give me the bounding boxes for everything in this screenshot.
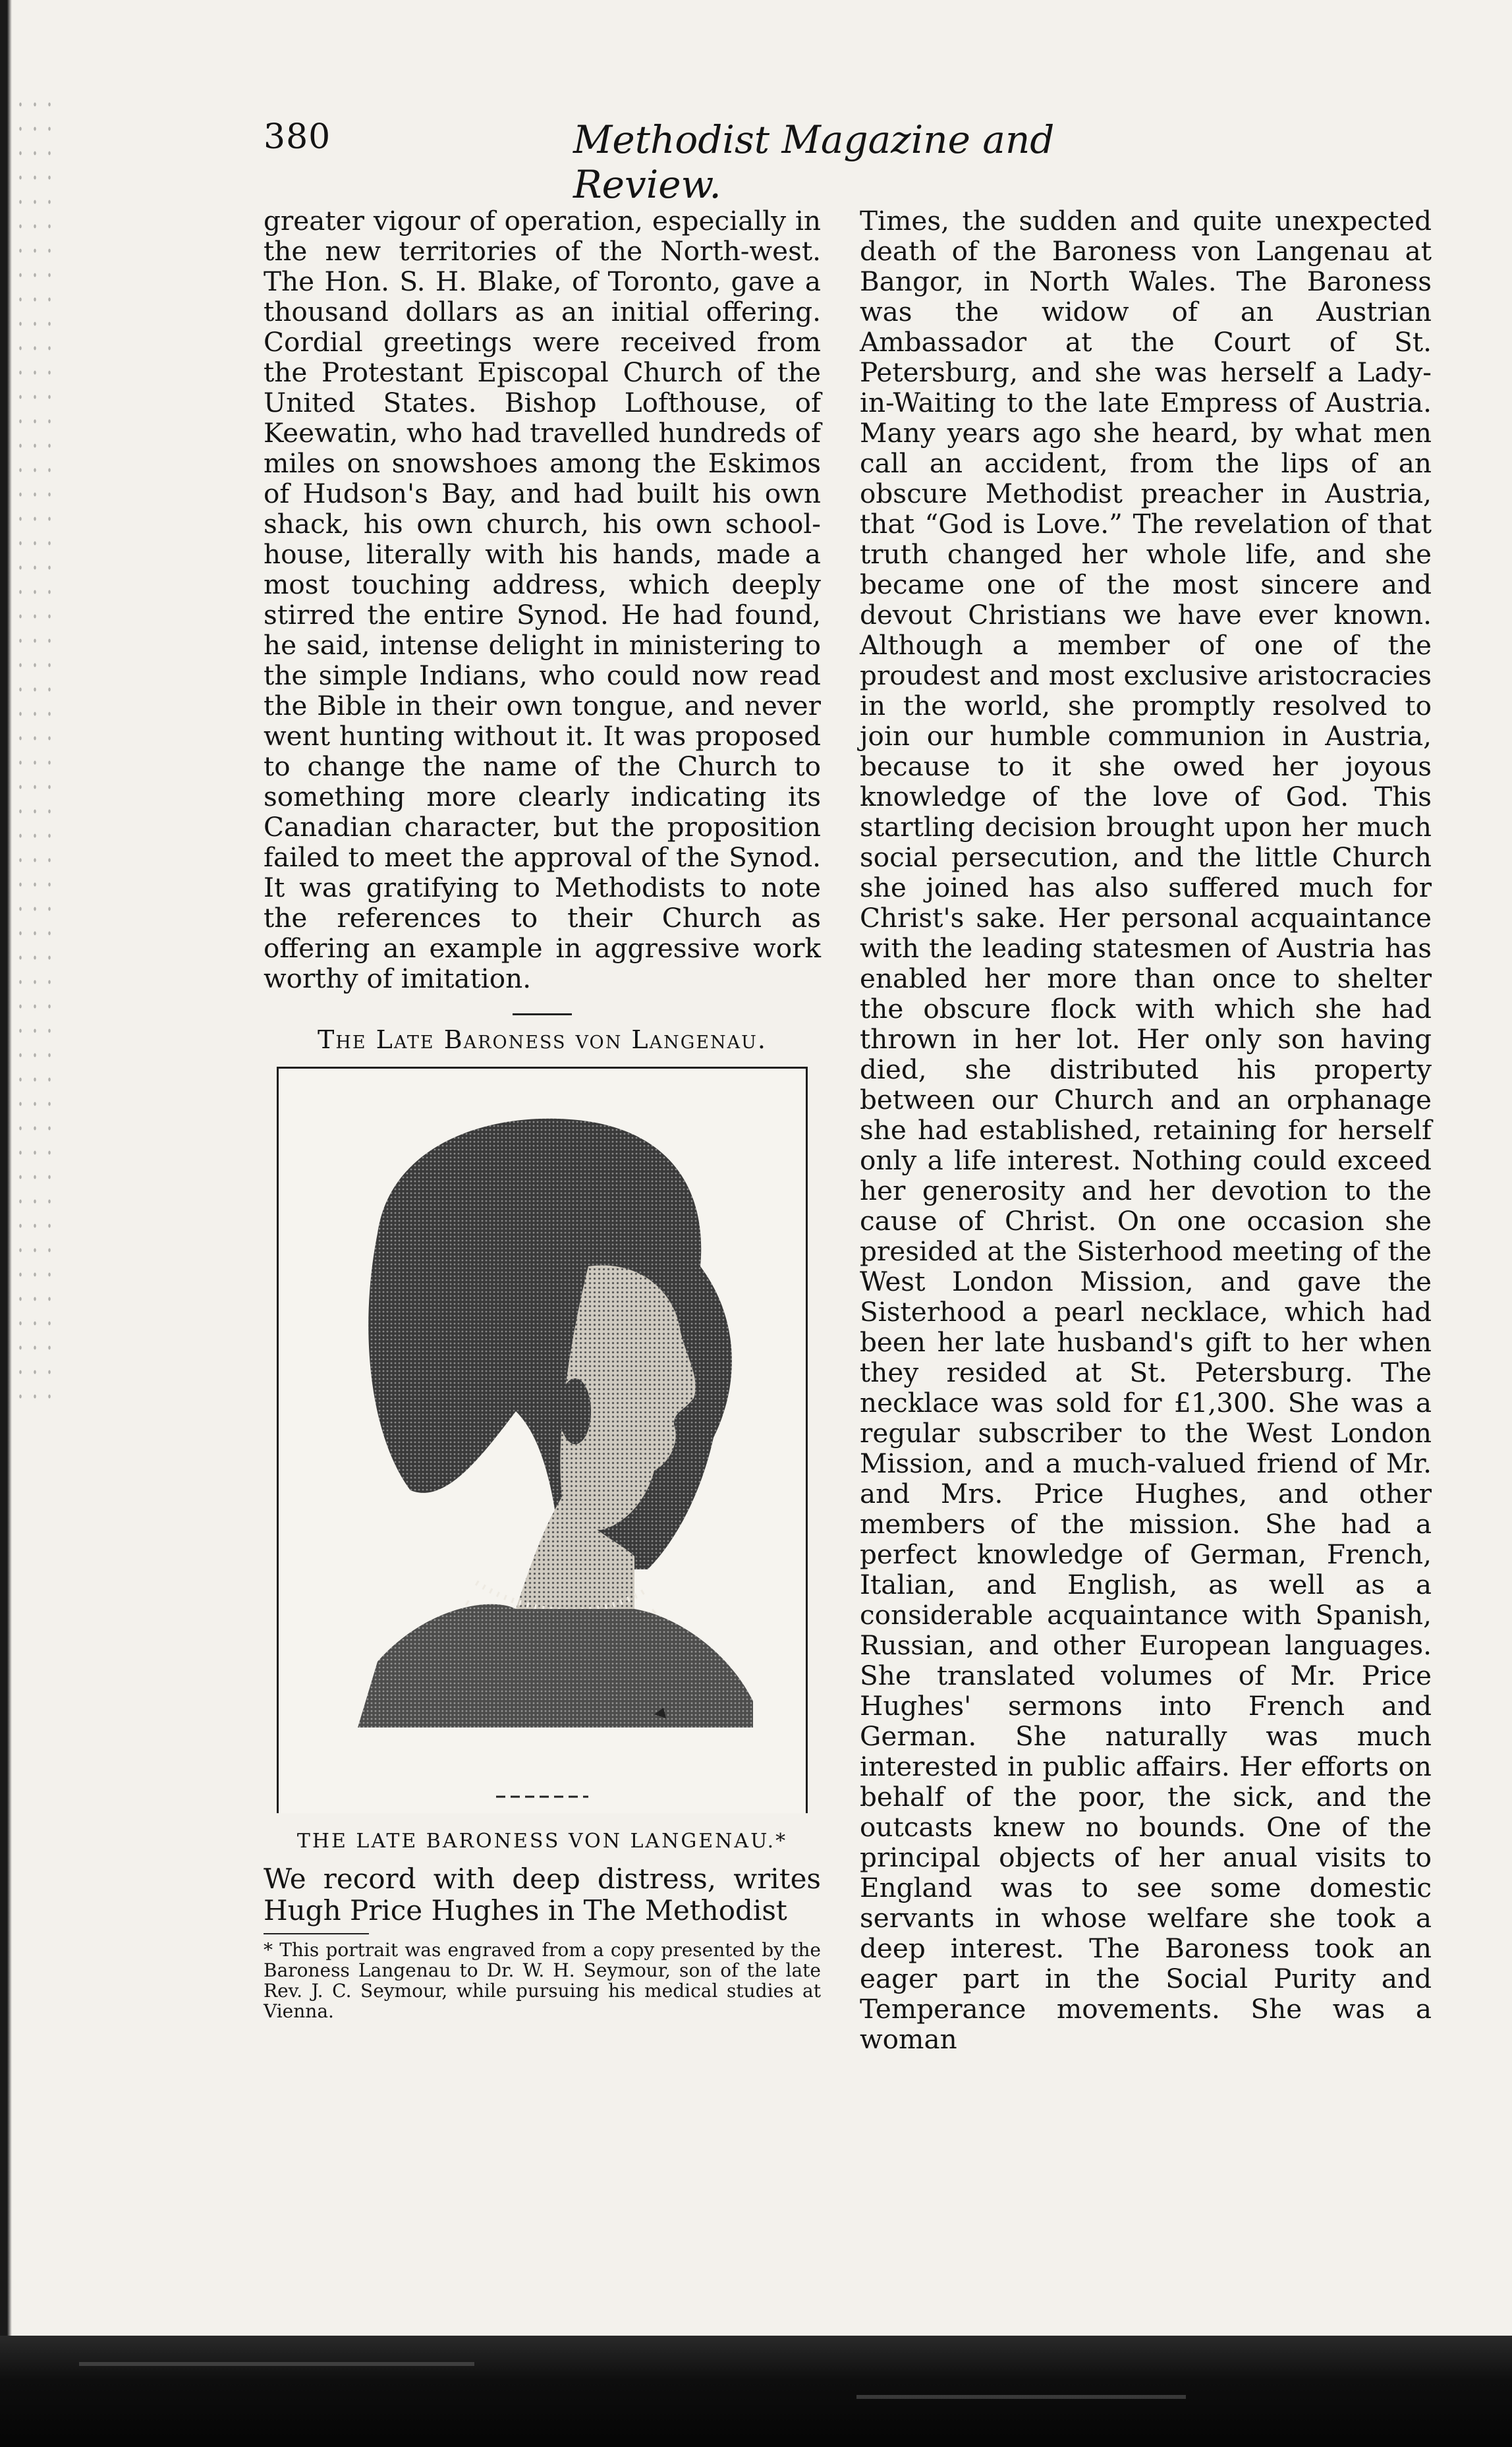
page-header [264, 117, 1133, 207]
section-divider [513, 1013, 572, 1015]
portrait-figure [277, 1067, 808, 1813]
scan-streak [79, 2362, 474, 2366]
left-column [264, 206, 821, 2021]
portrait-engraving [279, 1069, 806, 1813]
page-number: 380 [264, 117, 331, 157]
left-paragraph-1: greater vigour of operation, especially in the new territories of the North-west. The Hon. S. H. Blake, of Toronto, gave a thousand dollars as an initial offering. Cordial greetings were received from the Protestant Episcopal Church of the United States. Bishop Lofthouse, of Keewatin, who had travelled hundreds of miles on snowshoes among the Eskimos of Hudson's Bay, and had built his own shack, his own church, his own school-house, literally with his hands, made a most touching address, which deeply stirred the entire Synod. He had found, he said, intense delight in ministering to the simple Indians, who could now read the Bible in their own tongue, and never went hunting without it. It was proposed to change the name of the Church to something more clearly indicating its Canadian character, but the proposition failed to meet the approval of the Synod. It was gratifying to Methodists to note the references to their Church as offering an example in aggressive work worthy of imitation. [264, 205, 821, 994]
running-title: Methodist Magazine and Review. [573, 117, 1055, 207]
lead-paragraph: We record with deep distress, writes Hugh Price Hughes in The Methodist [264, 1863, 821, 1927]
right-column [860, 206, 1432, 2054]
right-paragraph-1: Times, the sudden and quite unexpected death of the Baroness von Langenau at Bangor, in North Wales. The Baroness was the widow of an Austrian Ambassador at the Court of St. Petersburg, and she was herself a Lady-in-Waiting to the late Empress of Austria. Many years ago she heard, by what men call an accident, from the lips of an obscure Methodist preacher in Austria, that “God is Love.” The revelation of that truth changed her whole life, and she became one of the most sincere and devout Christians we have ever known. Although a member of one of the proudest and most exclusive aristocracies in the world, she promptly resolved to join our humble communion in Austria, because to it she owed her joyous knowledge of the love of God. This startling decision brought upon her much social persecution, and the little Church she joined has also suffered much for Christ's sake. Her personal acquaintance with the leading statesmen of Austria has enabled her more than once to shelter the obscure flock with which she had thrown in her lot. Her only son having died, she distributed his property between our Church and an orphanage she had established, retaining for herself only a life interest. Nothing could exceed her generosity and her devotion to the cause of Christ. On one occasion she presided at the Sisterhood meeting of the West London Mission, and gave the Sisterhood a pearl necklace, which had been her late husband's gift to her when they resided at St. Petersburg. The necklace was sold for £1,300. She was a regular subscriber to the West London Mission, and a much-valued friend of Mr. and Mrs. Price Hughes, and other members of the mission. She had a perfect knowledge of German, French, Italian, and English, as well as a considerable acquaintance with Spanish, Russian, and other European languages. She translated volumes of Mr. Price Hughes' sermons into French and German. She naturally was much interested in public affairs. Her efforts on behalf of the poor, the sick, and the outcasts knew no bounds. One of the principal objects of her anual visits to England was to see some domestic servants in whose welfare she took a deep interest. The Baroness took an eager part in the Social Purity and Temperance movements. She was a woman [860, 205, 1432, 2055]
scan-bottom-band [0, 2336, 1512, 2447]
scan-edge [0, 0, 12, 2447]
scan-speckle [13, 92, 53, 1410]
portrait-caption: THE LATE BARONESS VON LANGENAU.* [296, 1830, 788, 1853]
footnote-rule [264, 1933, 369, 1934]
section-heading: The Late Baroness von Langenau. [317, 1025, 767, 1054]
footnote: * This portrait was engraved from a copy presented by the Baroness Langenau to Dr. W. H. Seymour, son of the late Rev. J. C. Seymour, while pursuing his medical studies at Vienna. [264, 1939, 821, 2022]
scan-streak [856, 2395, 1186, 2399]
